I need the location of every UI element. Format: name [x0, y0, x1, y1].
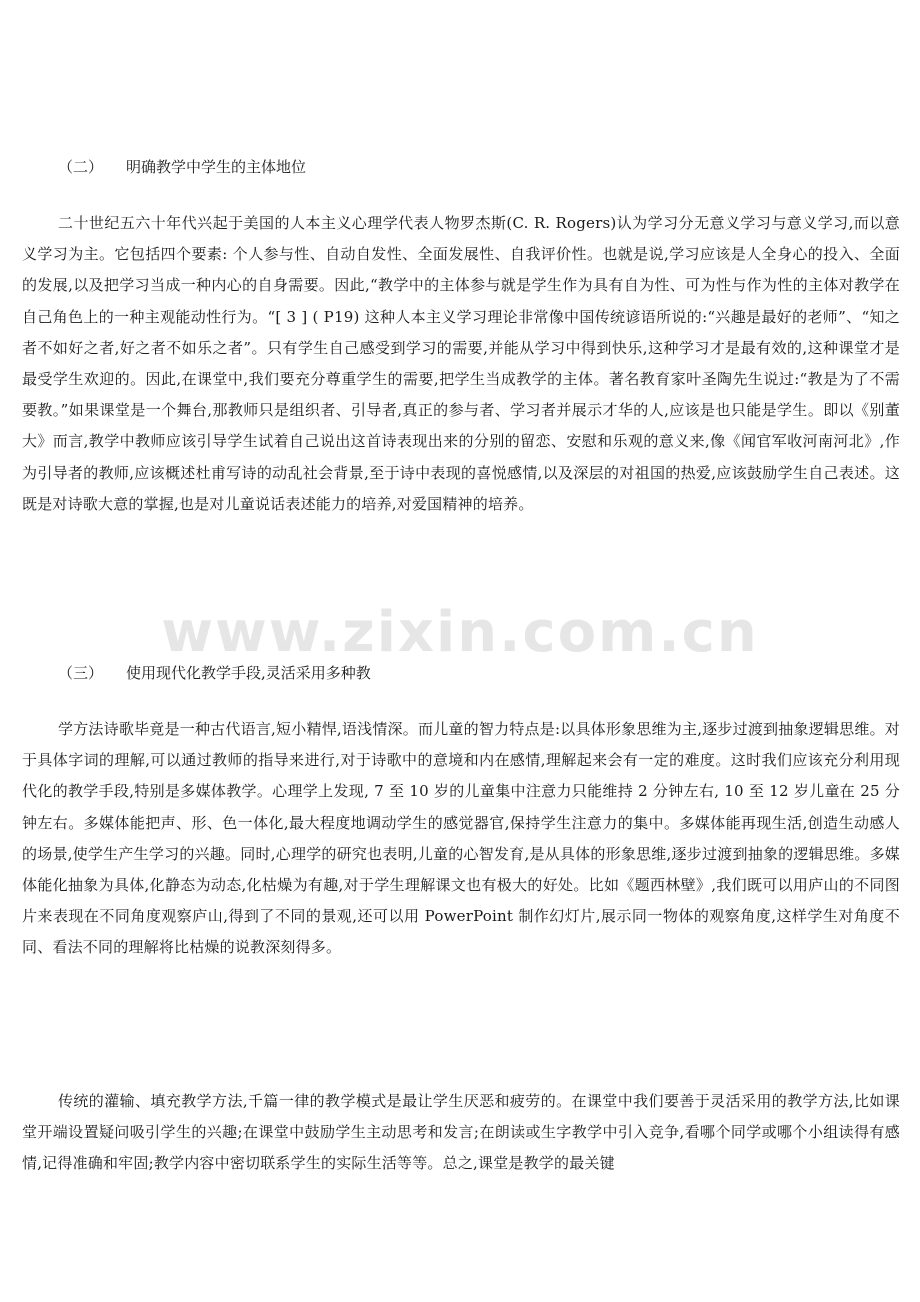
section-title: 明确教学中学生的主体地位: [126, 158, 307, 176]
body-paragraph-2: 学方法诗歌毕竟是一种古代语言,短小精悍,语浅情深。而儿童的智力特点是:以具体形象思维为主,逐步过渡到抽象逻辑思维。对于具体字词的理解,可以通过教师的指导来进行,对于诗歌中的意境和内在感情,理解起来会有一定的难度。这时我们应该充分利用现代化的教学手段,特别是多媒体教学。心理学上发现, 7 至 10 岁的儿童集中注意力只能维持 2 分钟左右, 10 至 12 岁儿童在 25 分钟左右。多媒体能把声、形、色一体化,最大程度地调动学生的感觉器官,保持学生注意力的集中。多媒体能再现生活,创造生动感人的场景,使学生产生学习的兴趣。同时,心理学的研究也表明,儿童的心智发育,是从具体的形象思维,逐步过渡到抽象的逻辑思维。多媒体能化抽象为具体,化静态为动态,化枯燥为有趣,对于学生理解课文也有极大的好处。比如《题西林壁》,我们既可以用庐山的不同图片来表现在不同角度观察庐山,得到了不同的景观,还可以用 PowerPoint 制作幻灯片,展示同一物体的观察角度,这样学生对角度不同、看法不同的理解将比枯燥的说教深刻得多。: [22, 720, 900, 957]
section-heading-2: [58, 155, 306, 179]
body-paragraph-1: 二十世纪五六十年代兴起于美国的人本主义心理学代表人物罗杰斯(C. R. Rogers)认为学习分无意义学习与意义学习,而以意义学习为主。它包括四个要素: 个人参与性、自动自发性、全面发展性、自我评价性。也就是说,学习应该是人全身心的投入、全面的发展,以及把学习当成一种内心的自身需要。因此,“教学中的主体参与就是学生作为具有自为性、可为性与作为性的主体对教学在自己角色上的一种主观能动性行为。“[ 3 ] ( P19) 这种人本主义学习理论非常像中国传统谚语所说的:“兴趣是最好的老师”、“知之者不如好之者,好之者不如乐之者”。只有学生自己感受到学习的需要,并能从学习中得到快乐,这种学习才是最有效的,这种课堂才是最受学生欢迎的。因此,在课堂中,我们要充分尊重学生的需要,把学生当成教学的主体。著名教育家叶圣陶先生说过:“教是为了不需要教。”如果课堂是一个舞台,那教师只是组织者、引导者,真正的参与者、学习者并展示才华的人,应该是也只能是学生。即以《别董大》而言,教学中教师应该引导学生试着自己说出这首诗表现出来的分别的留恋、安慰和乐观的意义来,像《闻官军收河南河北》,作为引导者的教师,应该概述杜甫写诗的动乱社会背景,至于诗中表现的喜悦感情,以及深层的对祖国的热爱,应该鼓励学生自己表述。这既是对诗歌大意的掌握,也是对儿童说话表述能力的培养,对爱国精神的培养。: [22, 214, 900, 513]
section-title: 使用现代化教学手段,灵活采用多种教: [126, 664, 371, 682]
section-heading-3: [58, 661, 371, 685]
watermark: www.zixin.com.cn: [161, 600, 759, 665]
section-number: （二）: [58, 158, 104, 176]
body-paragraph-3: 传统的灌输、填充教学方法,千篇一律的教学模式是最让学生厌恶和疲劳的。在课堂中我们要善于灵活采用的教学方法,比如课堂开端设置疑问吸引学生的兴趣;在课堂中鼓励学生主动思考和发言;在朗读或生字教学中引入竞争,看哪个同学或哪个小组读得有感情,记得准确和牢固;教学内容中密切联系学生的实际生活等等。总之,课堂是教学的最关键: [22, 1092, 900, 1173]
section-number: （三）: [58, 664, 104, 682]
